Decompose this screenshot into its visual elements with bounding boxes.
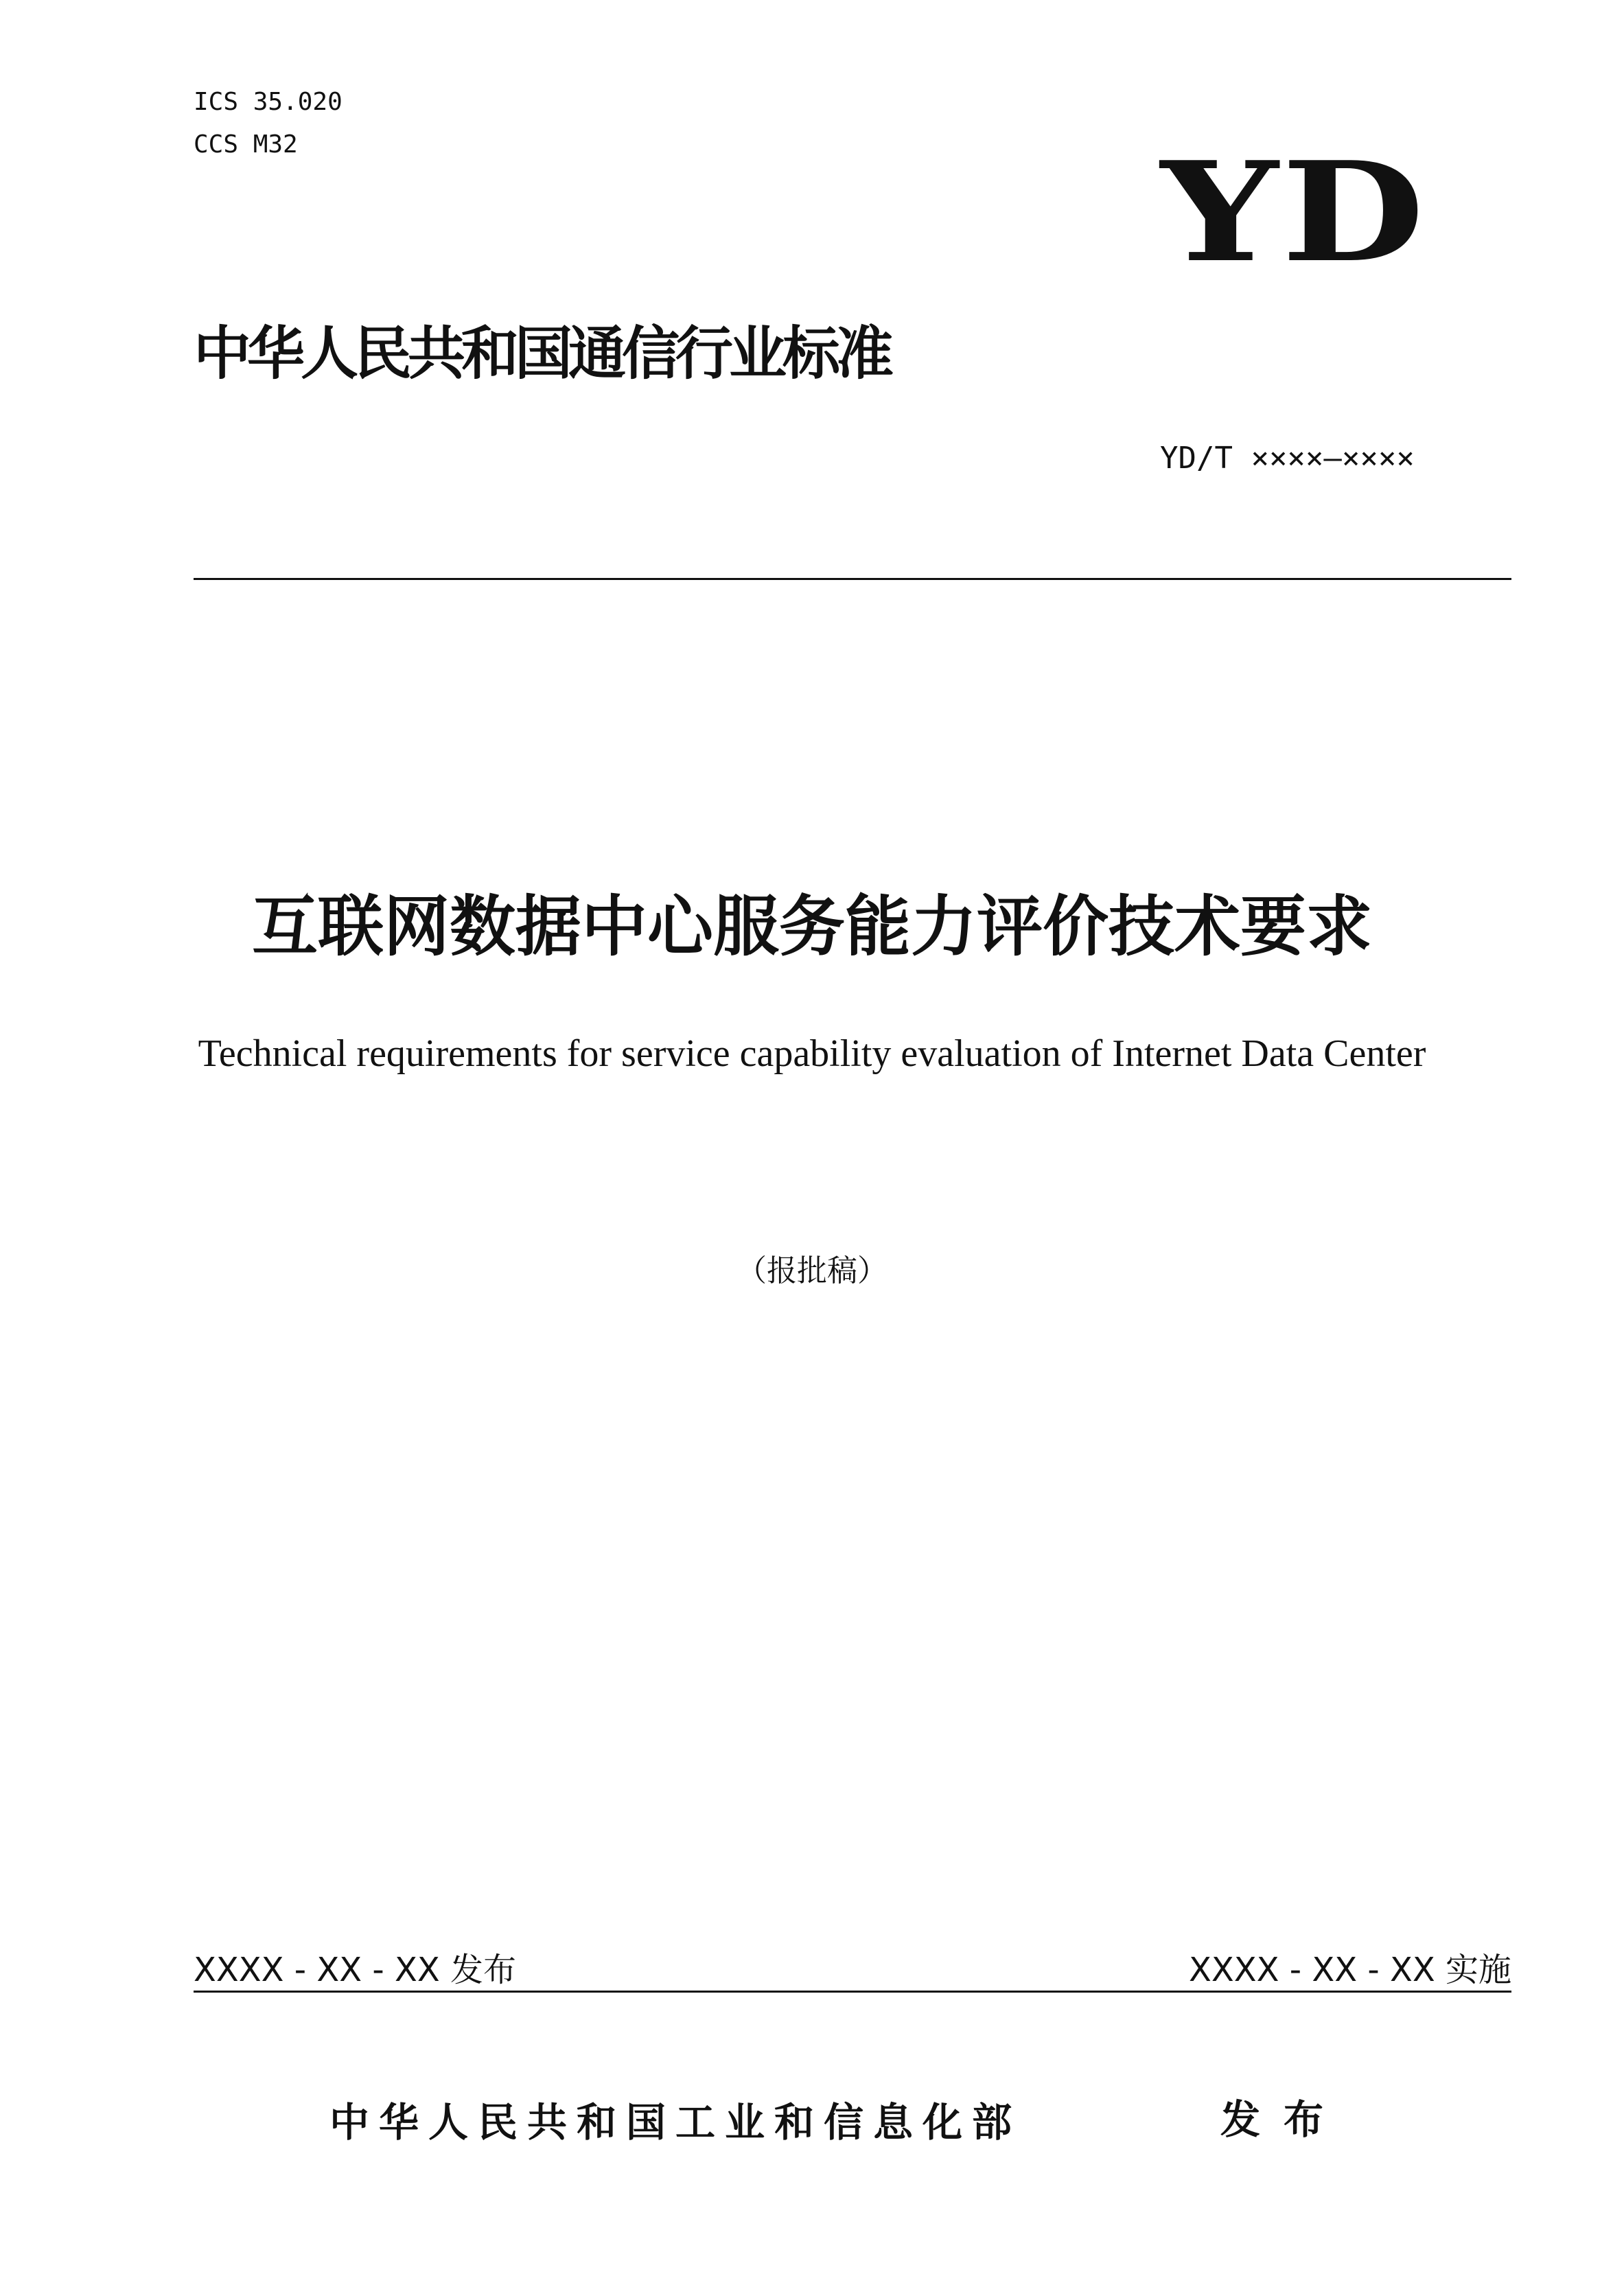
standard-number: YD/T ××××—×××× [1160, 441, 1415, 476]
document-title-chinese: 互联网数据中心服务能力评价技术要求 [252, 888, 1372, 965]
standard-category-title: 中华人民共和国通信行业标准 [194, 320, 890, 387]
yd-logo: YD [1160, 132, 1428, 293]
footer-divider [194, 1991, 1511, 1993]
header-divider [194, 578, 1511, 580]
implementation-date: XXXX - XX - XX 实施 [1189, 1951, 1511, 1989]
publisher-name: 中华人民共和国工业和信息化部 [329, 2099, 1022, 2146]
ccs-code: CCS M32 [194, 130, 298, 159]
draft-status: （报批稿） [736, 1253, 888, 1288]
ics-code: ICS 35.020 [194, 88, 343, 116]
publish-label: 发布 [1220, 2096, 1347, 2143]
document-title-english: Technical requirements for service capability evaluation of Internet Data Center [198, 1032, 1426, 1075]
classification-codes [194, 81, 343, 166]
issue-date: XXXX - XX - XX 发布 [194, 1951, 516, 1989]
